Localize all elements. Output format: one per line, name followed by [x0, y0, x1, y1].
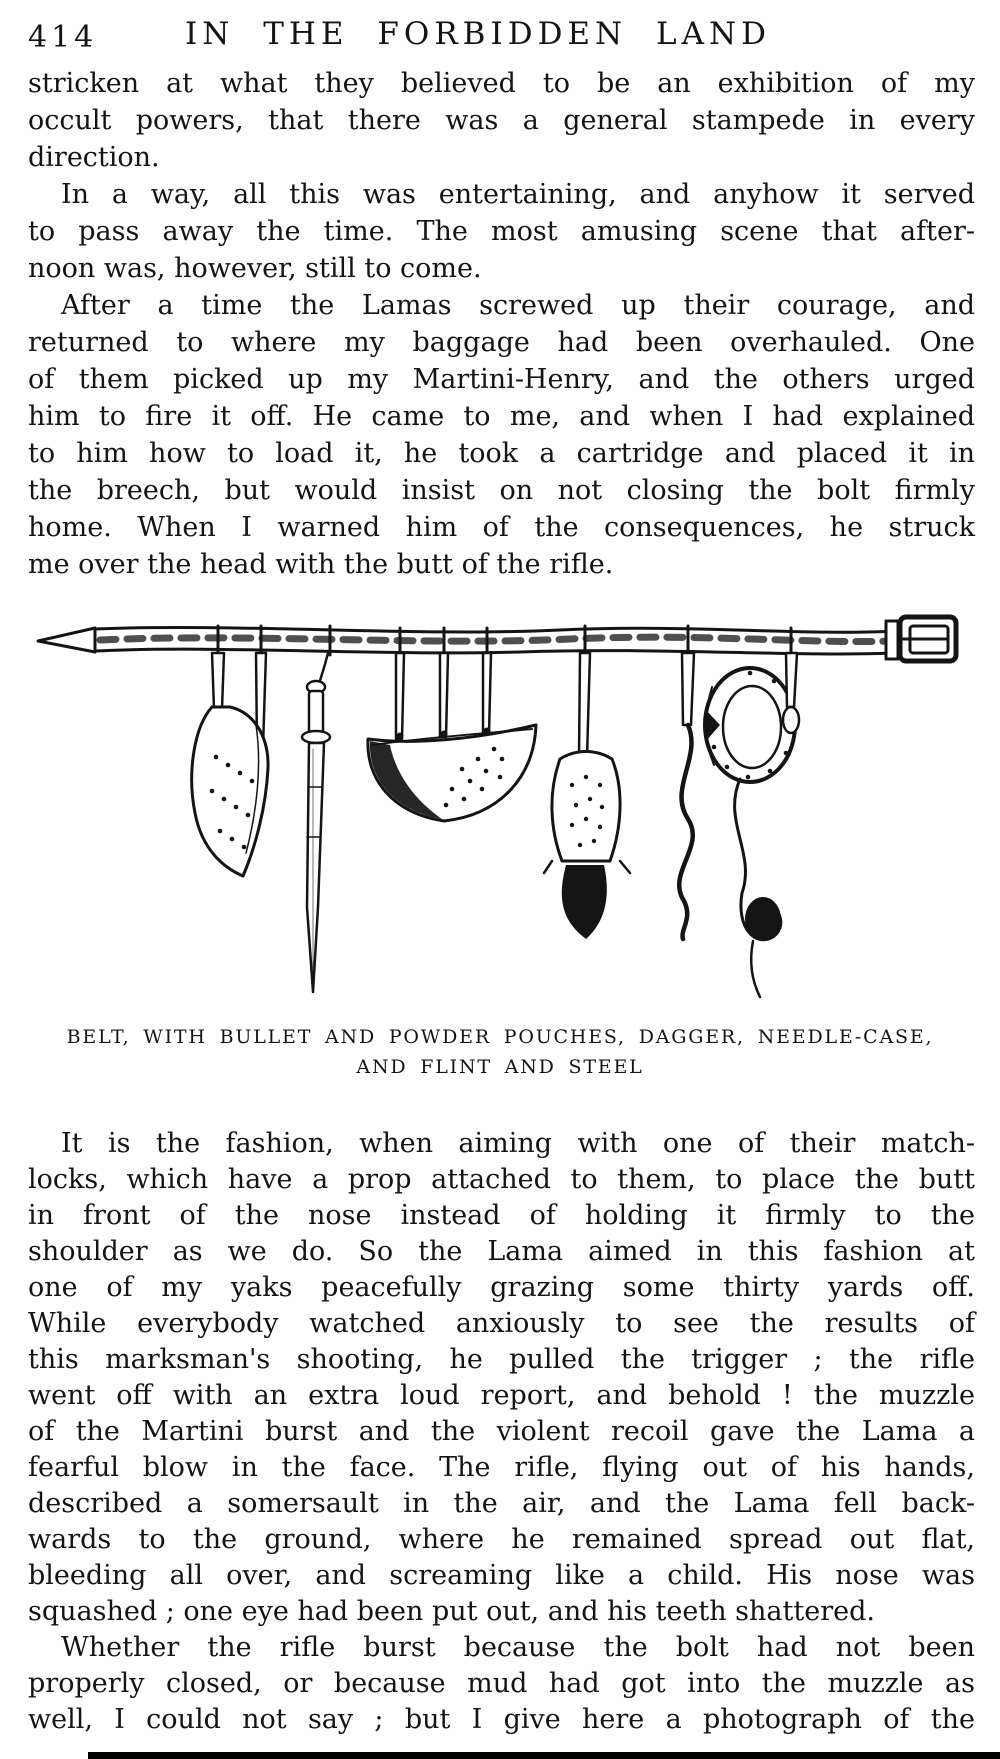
text-line: one of my yaks peacefully grazing some thirty yards off. — [28, 1272, 975, 1303]
bullet-pouch — [192, 653, 268, 876]
paragraph — [28, 65, 975, 176]
text-line: wards to the ground, where he remained spread out flat, — [28, 1524, 975, 1555]
running-title: IN THE FORBIDDEN LAND — [185, 16, 771, 52]
text-line: stricken at what they believed to be an exhibition of my — [28, 68, 975, 99]
text-line: of them picked up my Martini-Henry, and the others urged — [28, 364, 975, 395]
flint-and-steel-case — [705, 668, 795, 997]
text-line: fearful blow in the face. The rifle, flying out of his hands, — [28, 1452, 975, 1483]
text-line: properly closed, or because mud had got into the muzzle as — [28, 1668, 975, 1699]
text-line: of the Martini burst and the violent recoil gave the Lama a — [28, 1416, 975, 1447]
powder-pouch — [368, 653, 536, 821]
paragraph — [28, 287, 975, 583]
text-line: occult powers, that there was a general stampede in every — [28, 105, 975, 136]
text-line: in front of the nose instead of holding it firmly to the — [28, 1200, 975, 1231]
belt-strap — [38, 626, 898, 657]
text-line: to pass away the time. The most amusing scene that after- — [28, 216, 975, 247]
belt-illustration-figure — [0, 607, 1000, 1022]
text-line: Whether the rifle burst because the bolt had not been — [61, 1632, 975, 1663]
hanging-cord — [679, 653, 694, 939]
text-line: him to fire it off. He came to me, and when I had explained — [28, 401, 975, 432]
dagger — [302, 653, 330, 992]
scan-edge-artifact — [88, 1752, 1000, 1759]
text-line: bleeding all over, and screaming like a child. His nose was — [28, 1560, 975, 1591]
page-header — [28, 16, 975, 62]
figure-caption-line1: BELT, WITH BULLET AND POWDER POUCHES, DAGGER, NEEDLE-CASE, — [66, 1026, 934, 1048]
text-line: home. When I warned him of the consequences, he struck — [28, 512, 975, 543]
text-line: locks, which have a prop attached to them, to place the butt — [28, 1164, 975, 1195]
paragraph — [28, 1126, 975, 1630]
figure-caption — [0, 1022, 1000, 1083]
text-line: squashed ; one eye had been put out, and his teeth shattered. — [28, 1596, 875, 1627]
text-line: In a way, all this was entertaining, and anyhow it served — [61, 179, 975, 210]
text-line: the breech, but would insist on not closing the bolt firmly — [28, 475, 975, 506]
text-line: me over the head with the butt of the rifle. — [28, 549, 614, 580]
text-line: noon was, however, still to come. — [28, 253, 482, 284]
text-line: returned to where my baggage had been overhauled. One — [28, 327, 975, 358]
paragraph — [28, 176, 975, 287]
text-line: It is the fashion, when aiming with one of their match- — [61, 1128, 975, 1159]
text-line: this marksman's shooting, he pulled the trigger ; the rifle — [28, 1344, 975, 1375]
text-line: well, I could not say ; but I give here a photograph of the — [28, 1704, 975, 1735]
figure-caption-line2: AND FLINT AND STEEL — [356, 1056, 644, 1078]
text-line: direction. — [28, 142, 160, 173]
paragraph — [28, 1630, 975, 1738]
text-line: shoulder as we do. So the Lama aimed in this fashion at — [28, 1236, 975, 1267]
needle-case — [544, 653, 630, 939]
page-number: 414 — [28, 20, 98, 55]
text-line: described a somersault in the air, and the Lama fell back- — [28, 1488, 975, 1519]
belt-buckle — [886, 617, 956, 661]
body-text-lower — [28, 1126, 975, 1738]
text-line: After a time the Lamas screwed up their courage, and — [61, 290, 975, 321]
text-line: While everybody watched anxiously to see the results of — [28, 1308, 975, 1339]
text-line: to him how to load it, he took a cartridge and placed it in — [28, 438, 975, 469]
text-line: went off with an extra loud report, and behold ! the muzzle — [28, 1380, 975, 1411]
body-text-upper — [28, 65, 975, 583]
